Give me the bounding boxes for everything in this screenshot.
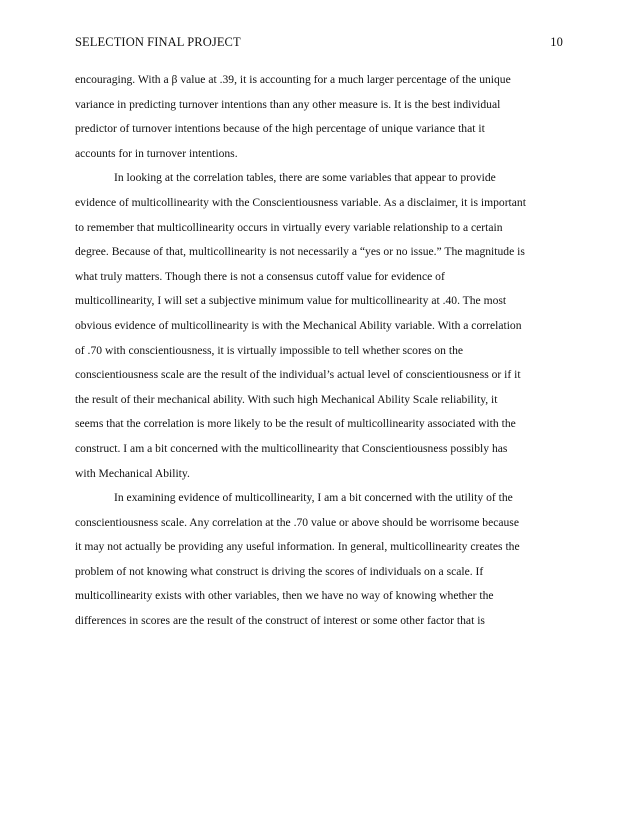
text-line: variance in predicting turnover intentions than any other measure is. It is the best individual bbox=[75, 97, 501, 111]
text-line: evidence of multicollinearity with the Conscientiousness variable. As a disclaimer, it is important bbox=[75, 195, 526, 209]
running-head bbox=[75, 35, 563, 53]
text-line: differences in scores are the result of the construct of interest or some other factor that is bbox=[75, 614, 485, 628]
text-line: the result of their mechanical ability. With such high Mechanical Ability Scale reliability, it bbox=[75, 392, 498, 406]
text-line: construct. I am a bit concerned with the multicollinearity that Conscientiousness possibly has bbox=[75, 441, 508, 455]
page-number: 10 bbox=[550, 35, 563, 49]
text-line: conscientiousness scale are the result of the individual’s actual level of conscientiousness or if it bbox=[75, 368, 521, 382]
text-line: multicollinearity exists with other variables, then we have no way of knowing whether the bbox=[75, 589, 494, 603]
text-line: it may not actually be providing any useful information. In general, multicollinearity creates the bbox=[75, 540, 520, 554]
running-head-title: SELECTION FINAL PROJECT bbox=[75, 35, 241, 49]
text-line: multicollinearity, I will set a subjective minimum value for multicollinearity at .40. The most bbox=[75, 294, 507, 308]
text-line: In looking at the correlation tables, there are some variables that appear to provide bbox=[114, 171, 496, 185]
text-line: degree. Because of that, multicollinearity is not necessarily a “yes or no issue.” The magnitude is bbox=[75, 245, 525, 259]
text-line: conscientiousness scale. Any correlation at the .70 value or above should be worrisome because bbox=[75, 515, 519, 529]
text-line: In examining evidence of multicollinearity, I am a bit concerned with the utility of the bbox=[114, 491, 513, 505]
text-line: obvious evidence of multicollinearity is with the Mechanical Ability variable. With a correlation bbox=[75, 318, 522, 332]
text-line: problem of not knowing what construct is driving the scores of individuals on a scale. If bbox=[75, 564, 484, 578]
text-line: predictor of turnover intentions because of the high percentage of unique variance that it bbox=[75, 122, 485, 136]
text-line: of .70 with conscientiousness, it is virtually impossible to tell whether scores on the bbox=[75, 343, 464, 357]
text-line: encouraging. With a β value at .39, it is accounting for a much larger percentage of the unique bbox=[75, 73, 511, 86]
text-line: seems that the correlation is more likely to be the result of multicollinearity associated with the bbox=[75, 417, 516, 431]
text-line: accounts for in turnover intentions. bbox=[75, 146, 238, 160]
text-line: to remember that multicollinearity occurs in virtually every variable relationship to a certain bbox=[75, 220, 503, 234]
text-line: with Mechanical Ability. bbox=[75, 466, 190, 480]
body-text bbox=[75, 68, 567, 634]
text-line: what truly matters. Though there is not a consensus cutoff value for evidence of bbox=[75, 269, 445, 283]
